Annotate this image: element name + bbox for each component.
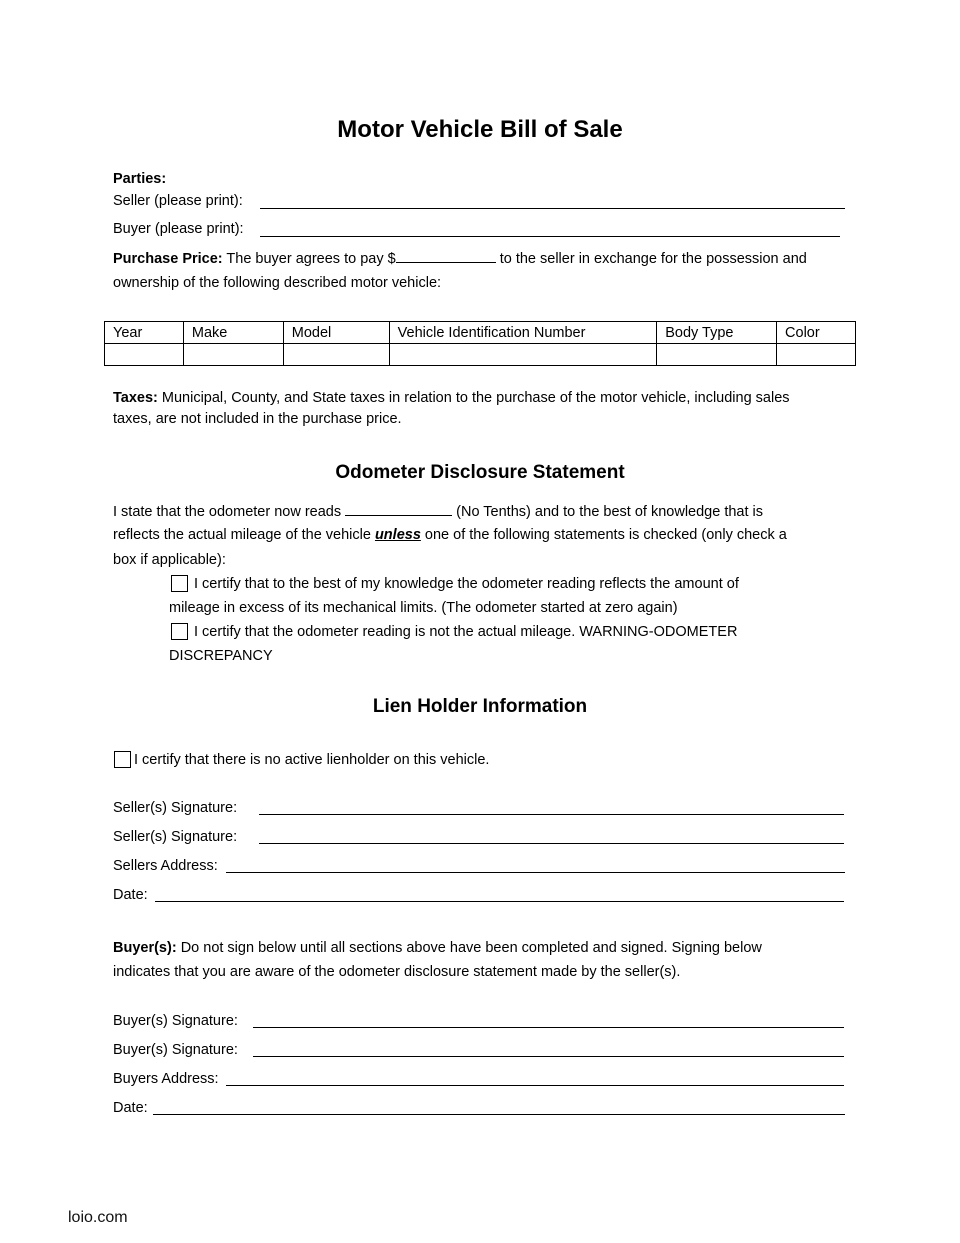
buyer-print-label: Buyer (please print): [113, 221, 244, 237]
column-header-model: Model [283, 322, 389, 344]
odometer-line2-before: reflects the actual mileage of the vehicle [113, 527, 371, 543]
option2-line2: DISCREPANCY [169, 648, 273, 664]
model-cell[interactable] [283, 344, 389, 366]
seller-date-field[interactable] [155, 901, 844, 902]
not-actual-mileage-checkbox[interactable] [171, 623, 188, 640]
parties-heading: Parties: [113, 171, 167, 187]
seller-address-field[interactable] [226, 872, 845, 873]
purchase-price-line [113, 248, 807, 269]
buyer-date-label: Date: [113, 1100, 148, 1116]
buyer-signature-label-2: Buyer(s) Signature: [113, 1042, 238, 1058]
column-header-body-type: Body Type [657, 322, 777, 344]
vehicle-table [104, 321, 856, 366]
odometer-reading-field[interactable] [345, 501, 452, 516]
lien-heading: Lien Holder Information [372, 696, 588, 717]
no-lienholder-checkbox[interactable] [114, 751, 131, 768]
footer-site-name: loio.com [68, 1209, 128, 1226]
purchase-price-label: Purchase Price: [113, 251, 223, 267]
option1-line1: I certify that to the best of my knowledge the odometer reading reflects the amount of [194, 576, 739, 592]
taxes-label: Taxes: [113, 390, 158, 406]
odometer-line3: box if applicable): [113, 552, 226, 568]
column-header-year: Year [105, 322, 184, 344]
page-title: Motor Vehicle Bill of Sale [337, 116, 623, 143]
year-cell[interactable] [105, 344, 184, 366]
seller-print-field[interactable] [260, 208, 845, 209]
seller-print-label: Seller (please print): [113, 193, 243, 209]
buyer-notice-label: Buyer(s): [113, 940, 177, 956]
buyer-print-field[interactable] [260, 236, 840, 237]
odometer-line2-after: one of the following statements is checked (only check a [424, 527, 787, 543]
make-cell[interactable] [183, 344, 283, 366]
odometer-line1 [113, 501, 763, 522]
option1-line2: mileage in excess of its mechanical limits. (The odometer started at zero again) [169, 600, 678, 616]
seller-signature-label-1: Seller(s) Signature: [113, 800, 238, 816]
buyer-notice-line2: indicates that you are aware of the odometer disclosure statement made by the seller(s). [113, 964, 681, 980]
odometer-line2 [113, 525, 787, 545]
buyer-address-label: Buyers Address: [113, 1071, 219, 1087]
buyer-signature-field-2[interactable] [253, 1056, 844, 1057]
lien-certify-text: I certify that there is no active lienholder on this vehicle. [134, 752, 490, 768]
purchase-line2: ownership of the following described motor vehicle: [113, 275, 442, 291]
body-type-cell[interactable] [657, 344, 777, 366]
column-header-vin: Vehicle Identification Number [389, 322, 657, 344]
odometer-heading: Odometer Disclosure Statement [335, 462, 625, 483]
color-cell[interactable] [777, 344, 856, 366]
taxes-text: Municipal, County, and State taxes in relation to the purchase of the motor vehicle, including sales [161, 390, 790, 406]
taxes-line1 [113, 388, 790, 408]
seller-signature-field-2[interactable] [259, 843, 844, 844]
odometer-text-after: (No Tenths) and to the best of knowledge that is [456, 504, 764, 520]
purchase-text-after: to the seller in exchange for the possession and [499, 251, 807, 267]
seller-address-label: Sellers Address: [113, 858, 218, 874]
taxes-line2: taxes, are not included in the purchase price. [113, 411, 402, 427]
purchase-price-field[interactable] [396, 248, 496, 263]
buyer-notice-text: Do not sign below until all sections above have been completed and signed. Signing below [180, 940, 762, 956]
seller-signature-field-1[interactable] [259, 814, 844, 815]
buyer-signature-field-1[interactable] [253, 1027, 844, 1028]
odometer-text-before: I state that the odometer now reads [113, 504, 342, 520]
buyer-date-field[interactable] [153, 1114, 845, 1115]
option2-line1: I certify that the odometer reading is not the actual mileage. WARNING-ODOMETER [194, 624, 738, 640]
seller-date-label: Date: [113, 887, 148, 903]
column-header-make: Make [183, 322, 283, 344]
unless-emphasis: unless [374, 527, 421, 543]
seller-signature-label-2: Seller(s) Signature: [113, 829, 238, 845]
column-header-color: Color [777, 322, 856, 344]
mileage-exceeds-checkbox[interactable] [171, 575, 188, 592]
vin-cell[interactable] [389, 344, 657, 366]
table-row [105, 344, 856, 366]
vehicle-table-header-row [105, 322, 856, 344]
buyer-signature-label-1: Buyer(s) Signature: [113, 1013, 238, 1029]
buyer-notice-line1 [113, 938, 762, 958]
purchase-text-before: The buyer agrees to pay $ [226, 251, 396, 267]
buyer-address-field[interactable] [226, 1085, 844, 1086]
